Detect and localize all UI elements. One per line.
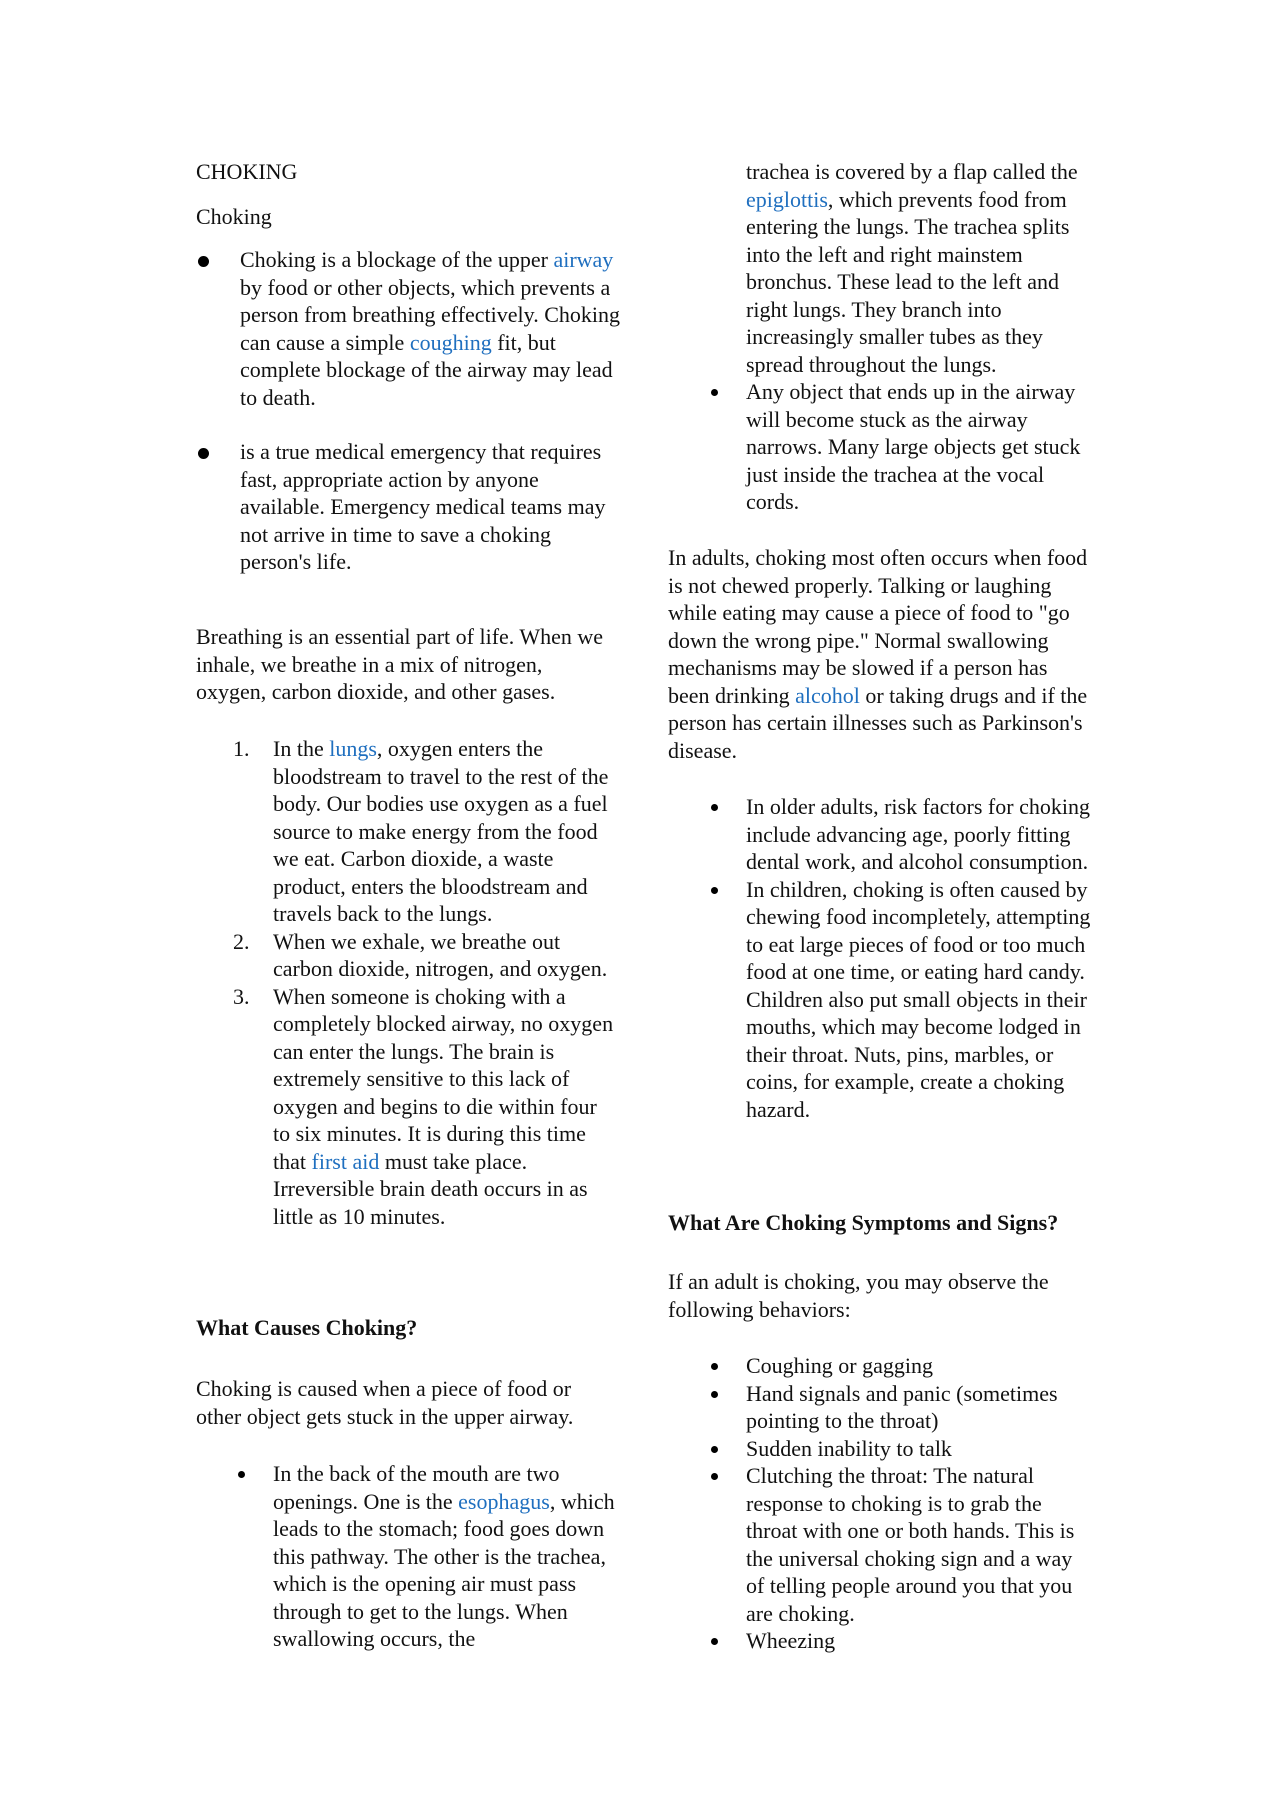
list-item: Choking is a blockage of the upper airway by food or other objects, which prevents a person from breathing effectively. Choking can cause a simple coughing fit, but complete blockage of the airway may lead to death.: [240, 246, 624, 411]
intro-list: [240, 246, 624, 576]
airway-link[interactable]: airway: [553, 247, 614, 272]
list-item: Any object that ends up in the airway will become stuck as the airway narrows. Many large objects get stuck just inside the trachea at the vocal cords.: [746, 378, 1096, 516]
risk-list: [746, 793, 1096, 1123]
epiglottis-link[interactable]: epiglottis: [746, 186, 828, 212]
lungs-link[interactable]: lungs: [329, 736, 377, 761]
causes-heading: What Causes Choking?: [196, 1315, 418, 1340]
breathing-paragraph: Breathing is an essential part of life. When we inhale, we breathe in a mix of nitrogen, oxygen, carbon dioxide, and other gases.: [196, 624, 604, 704]
list-item: Coughing or gagging: [746, 1352, 1096, 1380]
list-item: 3. When someone is choking with a completely blocked airway, no oxygen can enter the lungs. The brain is extremely sensitive to this lack of oxygen and begins to die within four to six minutes. It is during this time that first aid must take place. Irreversible brain death occurs in as little as 10 minutes.: [233, 983, 614, 1229]
causes-list: [273, 1460, 623, 1653]
list-item: In older adults, risk factors for choking include advancing age, poorly fitting dental work, and alcohol consumption.: [746, 793, 1096, 876]
list-item: Hand signals and panic (sometimes pointing to the throat): [746, 1380, 1096, 1435]
alcohol-link[interactable]: alcohol: [795, 682, 860, 708]
esophagus-link[interactable]: esophagus: [458, 1488, 550, 1514]
section-subtitle: Choking: [196, 204, 272, 229]
list-item: 2. When we exhale, we breathe out carbon dioxide, nitrogen, and oxygen.: [233, 928, 608, 981]
list-item: Wheezing: [746, 1627, 1096, 1655]
list-item: 1. In the lungs, oxygen enters the bloodstream to travel to the rest of the body. Our bodies use oxygen as a fuel source to make energy from the food we eat. Carbon dioxide, a waste product, enters the bloodstream and travels back to the lungs.: [233, 736, 609, 926]
list-item-continued: trachea is covered by a flap called the epiglottis, which prevents food from entering the lungs. The trachea splits into the left and right mainstem bronchus. These lead to the left and right lungs. They branch into increasingly smaller tubes as they spread throughout the lungs.: [746, 159, 1078, 377]
causes-paragraph: Choking is caused when a piece of food or other object gets stuck in the upper airway.: [196, 1376, 574, 1429]
list-item: In children, choking is often caused by chewing food incompletely, attempting to eat large pieces of food or too much food at one time, or eating hard candy. Children also put small objects in their mouths, which may become lodged in their throat. Nuts, pins, marbles, or coins, for example, create a choking hazard.: [746, 876, 1096, 1124]
symptoms-heading: What Are Choking Symptoms and Signs?: [668, 1210, 1059, 1235]
adults-paragraph: In adults, choking most often occurs when food is not chewed properly. Talking or laughing while eating may cause a piece of food to "go down the wrong pipe." Normal swallowing mechanisms may be slowed if a person has been drinking alcohol or taking drugs and if the person has certain illnesses such as Parkinson's disease.: [668, 545, 1088, 763]
symptoms-list: [746, 1352, 1096, 1655]
list-item: is a true medical emergency that requires fast, appropriate action by anyone available. Emergency medical teams may not arrive in time to save a choking person's life.: [240, 438, 624, 576]
document-title: CHOKING: [196, 159, 298, 184]
causes-list-continued: [746, 158, 1096, 516]
first-aid-link[interactable]: first aid: [311, 1148, 380, 1174]
list-item: Clutching the throat: The natural response to choking is to grab the throat with one or both hands. This is the universal choking sign and a way of telling people around you that you are choking.: [746, 1462, 1096, 1627]
numbered-list: [233, 735, 618, 1230]
coughing-link[interactable]: coughing: [409, 329, 492, 355]
list-item: Sudden inability to talk: [746, 1435, 1096, 1463]
symptoms-paragraph: If an adult is choking, you may observe the following behaviors:: [668, 1269, 1049, 1322]
list-item: In the back of the mouth are two openings. One is the esophagus, which leads to the stomach; food goes down this pathway. The other is the trachea, which is the opening air must pass through to get to the lungs. When swallowing occurs, the: [273, 1460, 623, 1653]
